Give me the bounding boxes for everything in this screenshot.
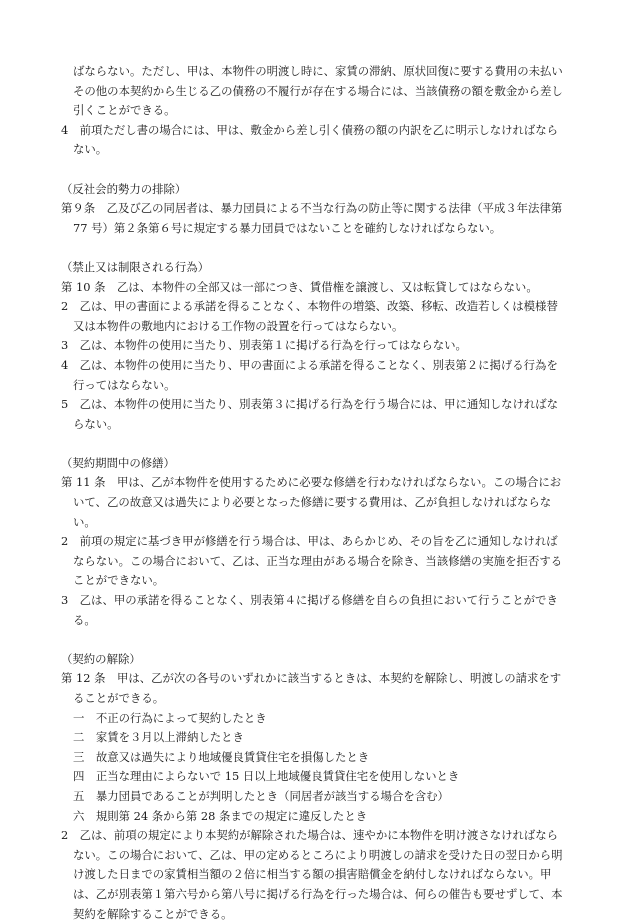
article-12: [61, 669, 567, 708]
paragraph-text: 前項ただし書の場合には、甲は、敷金から差し引く債務の額の内訳を乙に明示しなければならない。: [73, 122, 559, 157]
article-10-heading: （禁止又は制限される行為）: [61, 259, 210, 274]
article-text: 乙は、本物件の全部又は一部につき、賃借権を譲渡し、又は転貸してはならない。: [116, 279, 538, 294]
article-number: 第 12 条: [61, 671, 106, 686]
paragraph-text: 乙は、前項の規定により本契約が解除された場合は、速やかに本物件を明け渡さなければならない。この場合において、乙は、甲の定めるところにより明渡しの請求を受けた日の翌日から明け渡した日までの家賃相当額の２倍に相当する額の損害賠償金を納付しなければならない。甲は、乙が別表第１第六号から第八号に掲げる行為を行った場合は、何らの催告も要せずして、本契約を解除することができる。: [73, 828, 563, 921]
item-number: 一: [73, 710, 85, 725]
paragraph-number: 3: [61, 593, 69, 608]
article-11-paragraph: [61, 532, 567, 591]
paragraph-text: 乙は、本物件の使用に当たり、別表第１に掲げる行為を行ってはならない。: [79, 338, 467, 353]
article-11-paragraph: [61, 591, 567, 630]
article-9: [61, 199, 567, 238]
paragraph-number: 4: [61, 122, 69, 137]
item-text: 家賃を３月以上滞納したとき: [95, 730, 244, 745]
item-number: 六: [73, 808, 85, 823]
article-text: 甲は、乙が次の各号のいずれかに該当するときは、本契約を解除し、明渡しの請求をすることができる。: [73, 671, 562, 705]
article-10-paragraph: [61, 297, 567, 336]
article-11: [61, 473, 567, 532]
document-body: [61, 62, 567, 924]
item-text: 暴力団員であることが判明したとき（同居者が該当する場合を含む）: [95, 788, 449, 803]
paragraph-number: 2: [61, 534, 69, 549]
paragraph-text: 乙は、甲の承諾を得ることなく、別表第４に掲げる修繕を自らの負担において行うことができる。: [73, 593, 558, 627]
paragraph-number: 2: [61, 299, 69, 314]
article-text: 甲は、乙が本物件を使用するために必要な修繕を行わなければならない。この場合において、乙の故意又は過失により必要となった修繕に要する費用は、乙が負担しなければならない。: [73, 475, 562, 529]
paragraph-number: 3: [61, 338, 69, 353]
paragraph-text: 前項の規定に基づき甲が修繕を行う場合は、甲は、あらかじめ、その旨を乙に通知しなければならない。この場合において、乙は、正当な理由がある場合を除き、当該修繕の実施を拒否することができない。: [73, 534, 563, 588]
article-12-item: [61, 767, 567, 787]
item-number: 二: [73, 730, 85, 745]
article-10: [61, 278, 567, 298]
paragraph-number: 4: [61, 357, 69, 372]
article-12-item: [61, 728, 567, 748]
paragraph-text: 乙は、甲の書面による承諾を得ることなく、本物件の増築、改築、移転、改造若しくは模様替又は本物件の敷地内における工作物の設置を行ってはならない。: [73, 299, 558, 333]
paragraph-4: [61, 121, 567, 160]
article-9-heading: （反社会的勢力の排除）: [61, 181, 187, 196]
item-text: 故意又は過失により地域優良賃貸住宅を損傷したとき: [95, 749, 370, 764]
item-number: 五: [73, 788, 85, 803]
article-number: 第 11 条: [61, 475, 106, 490]
article-10-paragraph: [61, 395, 567, 434]
article-12-paragraph: [61, 826, 567, 924]
article-number: 第 10 条: [61, 279, 106, 294]
article-12-item: [61, 807, 567, 827]
paragraph-number: 5: [61, 397, 69, 412]
paragraph-continuation: ばならない。ただし、甲は、本物件の明渡し時に、家賃の滞納、原状回復に要する費用の未払いその他の本契約から生じる乙の債務の不履行が存在する場合には、当該債務の額を敷金から差し引くことができる。: [73, 64, 563, 118]
article-12-item: [61, 709, 567, 729]
item-text: 不正の行為によって契約したとき: [95, 710, 267, 725]
article-12-item: [61, 787, 567, 807]
paragraph-number: 2: [61, 828, 69, 843]
item-text: 規則第 24 条から第 28 条までの規定に違反したとき: [95, 808, 368, 823]
paragraph-text: 乙は、本物件の使用に当たり、別表第３に掲げる行為を行う場合には、甲に通知しなければならない。: [73, 397, 559, 431]
article-text: 乙及び乙の同居者は、暴力団員による不当な行為の防止等に関する法律（平成３年法律第 77 号）第２条第６号に規定する暴力団員ではないことを確約しなければならない。: [73, 201, 563, 235]
article-10-paragraph: [61, 336, 567, 356]
article-12-item: [61, 748, 567, 768]
item-number: 四: [73, 769, 85, 784]
item-text: 正当な理由によらないで 15 日以上地域優良賃貸住宅を使用しないとき: [95, 769, 460, 784]
article-number: 第９条: [61, 201, 96, 216]
article-12-heading: （契約の解除）: [61, 651, 141, 666]
article-10-paragraph: [61, 356, 567, 395]
paragraph-text: 乙は、本物件の使用に当たり、甲の書面による承諾を得ることなく、別表第２に掲げる行為を行ってはならない。: [73, 357, 558, 392]
article-11-heading: （契約期間中の修繕）: [61, 455, 175, 470]
item-number: 三: [73, 749, 85, 764]
